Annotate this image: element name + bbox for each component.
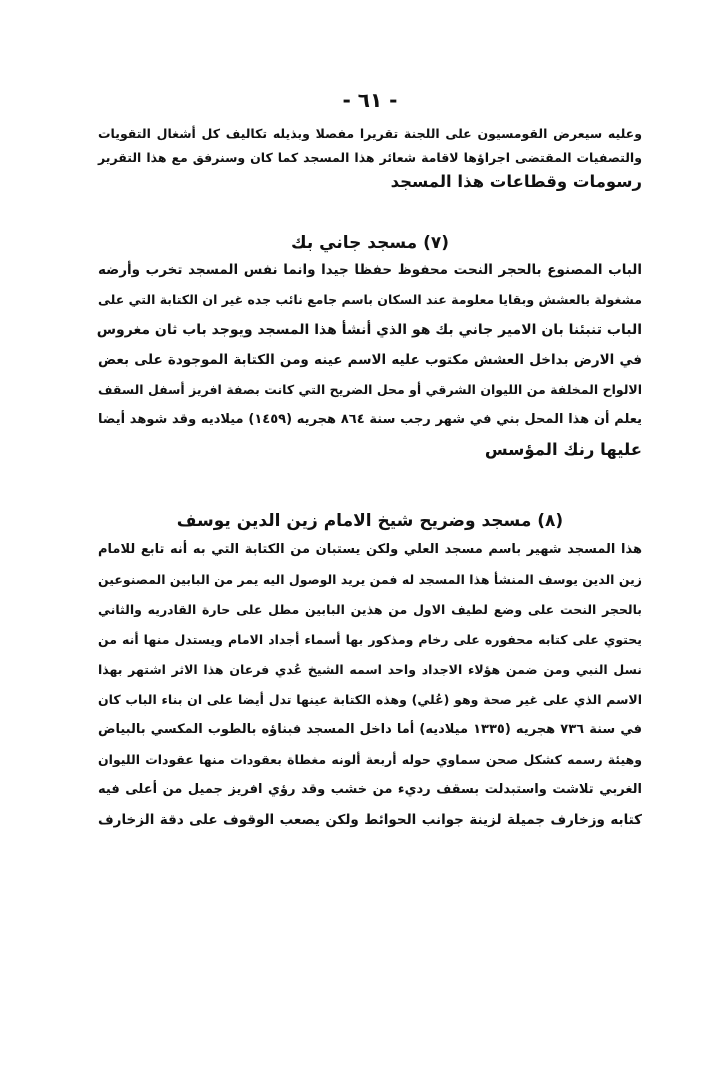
- paragraph-3-line: هذا المسجد شهير باسم مسجد العلي ولكن يستبان من الكتابة التي به أنه تابع للامام: [98, 542, 642, 557]
- paragraph-3-line: نسل النبي ومن ضمن هؤلاء الاجداد واحد اسمه الشيخ عُدي فرعان هذا الاثر اشتهر بهذا: [98, 662, 642, 677]
- paragraph-2-line: في الارض بداخل العشش مكتوب عليه الاسم عينه ومن الكتابة الموجودة على بعض: [98, 352, 642, 368]
- section-heading-7: (٧) مسجد جاني بك: [290, 233, 450, 253]
- paragraph-2-line: الباب المصنوع بالحجر النحت محفوظ حفظا جيدا وانما نفس المسجد تخرب وأرضه: [98, 262, 642, 278]
- paragraph-3-line: كتابه وزخارف جميلة لزينة جوانب الحوائط ولكن يصعب الوقوف على دقة الزخارف: [98, 812, 642, 828]
- paragraph-2-line: الباب تنبئنا بان الامير جاني بك هو الذي أنشأ هذا المسجد ويوجد باب ثان مغروس: [96, 322, 642, 338]
- paragraph-2-line: الالواح المخلفة من الليوان الشرقي أو محل الضريح التي كانت بصفة افريز أسفل السقف: [98, 382, 642, 397]
- paragraph-3-line: وهيئة رسمه كشكل صحن سماوي حوله أربعة ألونه مغطاة بعقودات منها عقودات الليوان: [98, 752, 642, 767]
- section-heading-8: (٨) مسجد وضريح شيخ الامام زين الدين يوسف: [176, 511, 564, 531]
- paragraph-1-line: وعليه سيعرض القومسيون على اللجنة تقريرا مفصلا وبذيله تكاليف كل أشغال التقويات: [98, 126, 642, 141]
- paragraph-1-line: رسومات وقطاعات هذا المسجد: [390, 172, 642, 191]
- page-number: - ٦١ -: [342, 88, 398, 112]
- paragraph-3-line: الغربي تلاشت واستبدلت بسقف رديء من خشب وقد رؤي افريز جميل من أعلى فيه: [98, 782, 642, 797]
- paragraph-2-line: يعلم أن هذا المحل بني في شهر رجب سنة ٨٦٤ هجريه (١٤٥٩) ميلاديه وقد شوهد أيضا: [98, 412, 643, 427]
- paragraph-1-line: والتصفيات المقتضى اجراؤها لاقامة شعائر هذا المسجد كما كان وسنرفق مع هذا التقرير: [98, 150, 642, 165]
- paragraph-3-line: الاسم الذي على غير صحة وهو (عُلي) وهذه الكتابة عينها تدل أيضا على ان بناء الباب كان: [98, 692, 642, 707]
- paragraph-3-line: بالحجر النحت على وضع لطيف الاول من هذين البابين مطل على حارة القادريه والثاني: [98, 602, 642, 617]
- paragraph-3-line: زين الدين يوسف المنشأ هذا المسجد له فمن يريد الوصول اليه يمر من البابين المصنوعين: [98, 572, 642, 587]
- paragraph-2-line: مشغولة بالعشش وبقايا معلومة عند السكان باسم جامع نائب جده غير ان الكتابة التي على: [98, 292, 642, 307]
- paragraph-3-line: في سنة ٧٣٦ هجريه (١٣٣٥ ميلاديه) أما داخل المسجد فبناؤه بالطوب المكسي بالبياض: [98, 722, 642, 737]
- paragraph-3-line: يحتوي على كتابه محفوره على رخام ومذكور بها أسماء أجداد الامام ويستدل منها أنه من: [98, 632, 642, 647]
- paragraph-2-line: عليها رنك المؤسس: [484, 440, 642, 459]
